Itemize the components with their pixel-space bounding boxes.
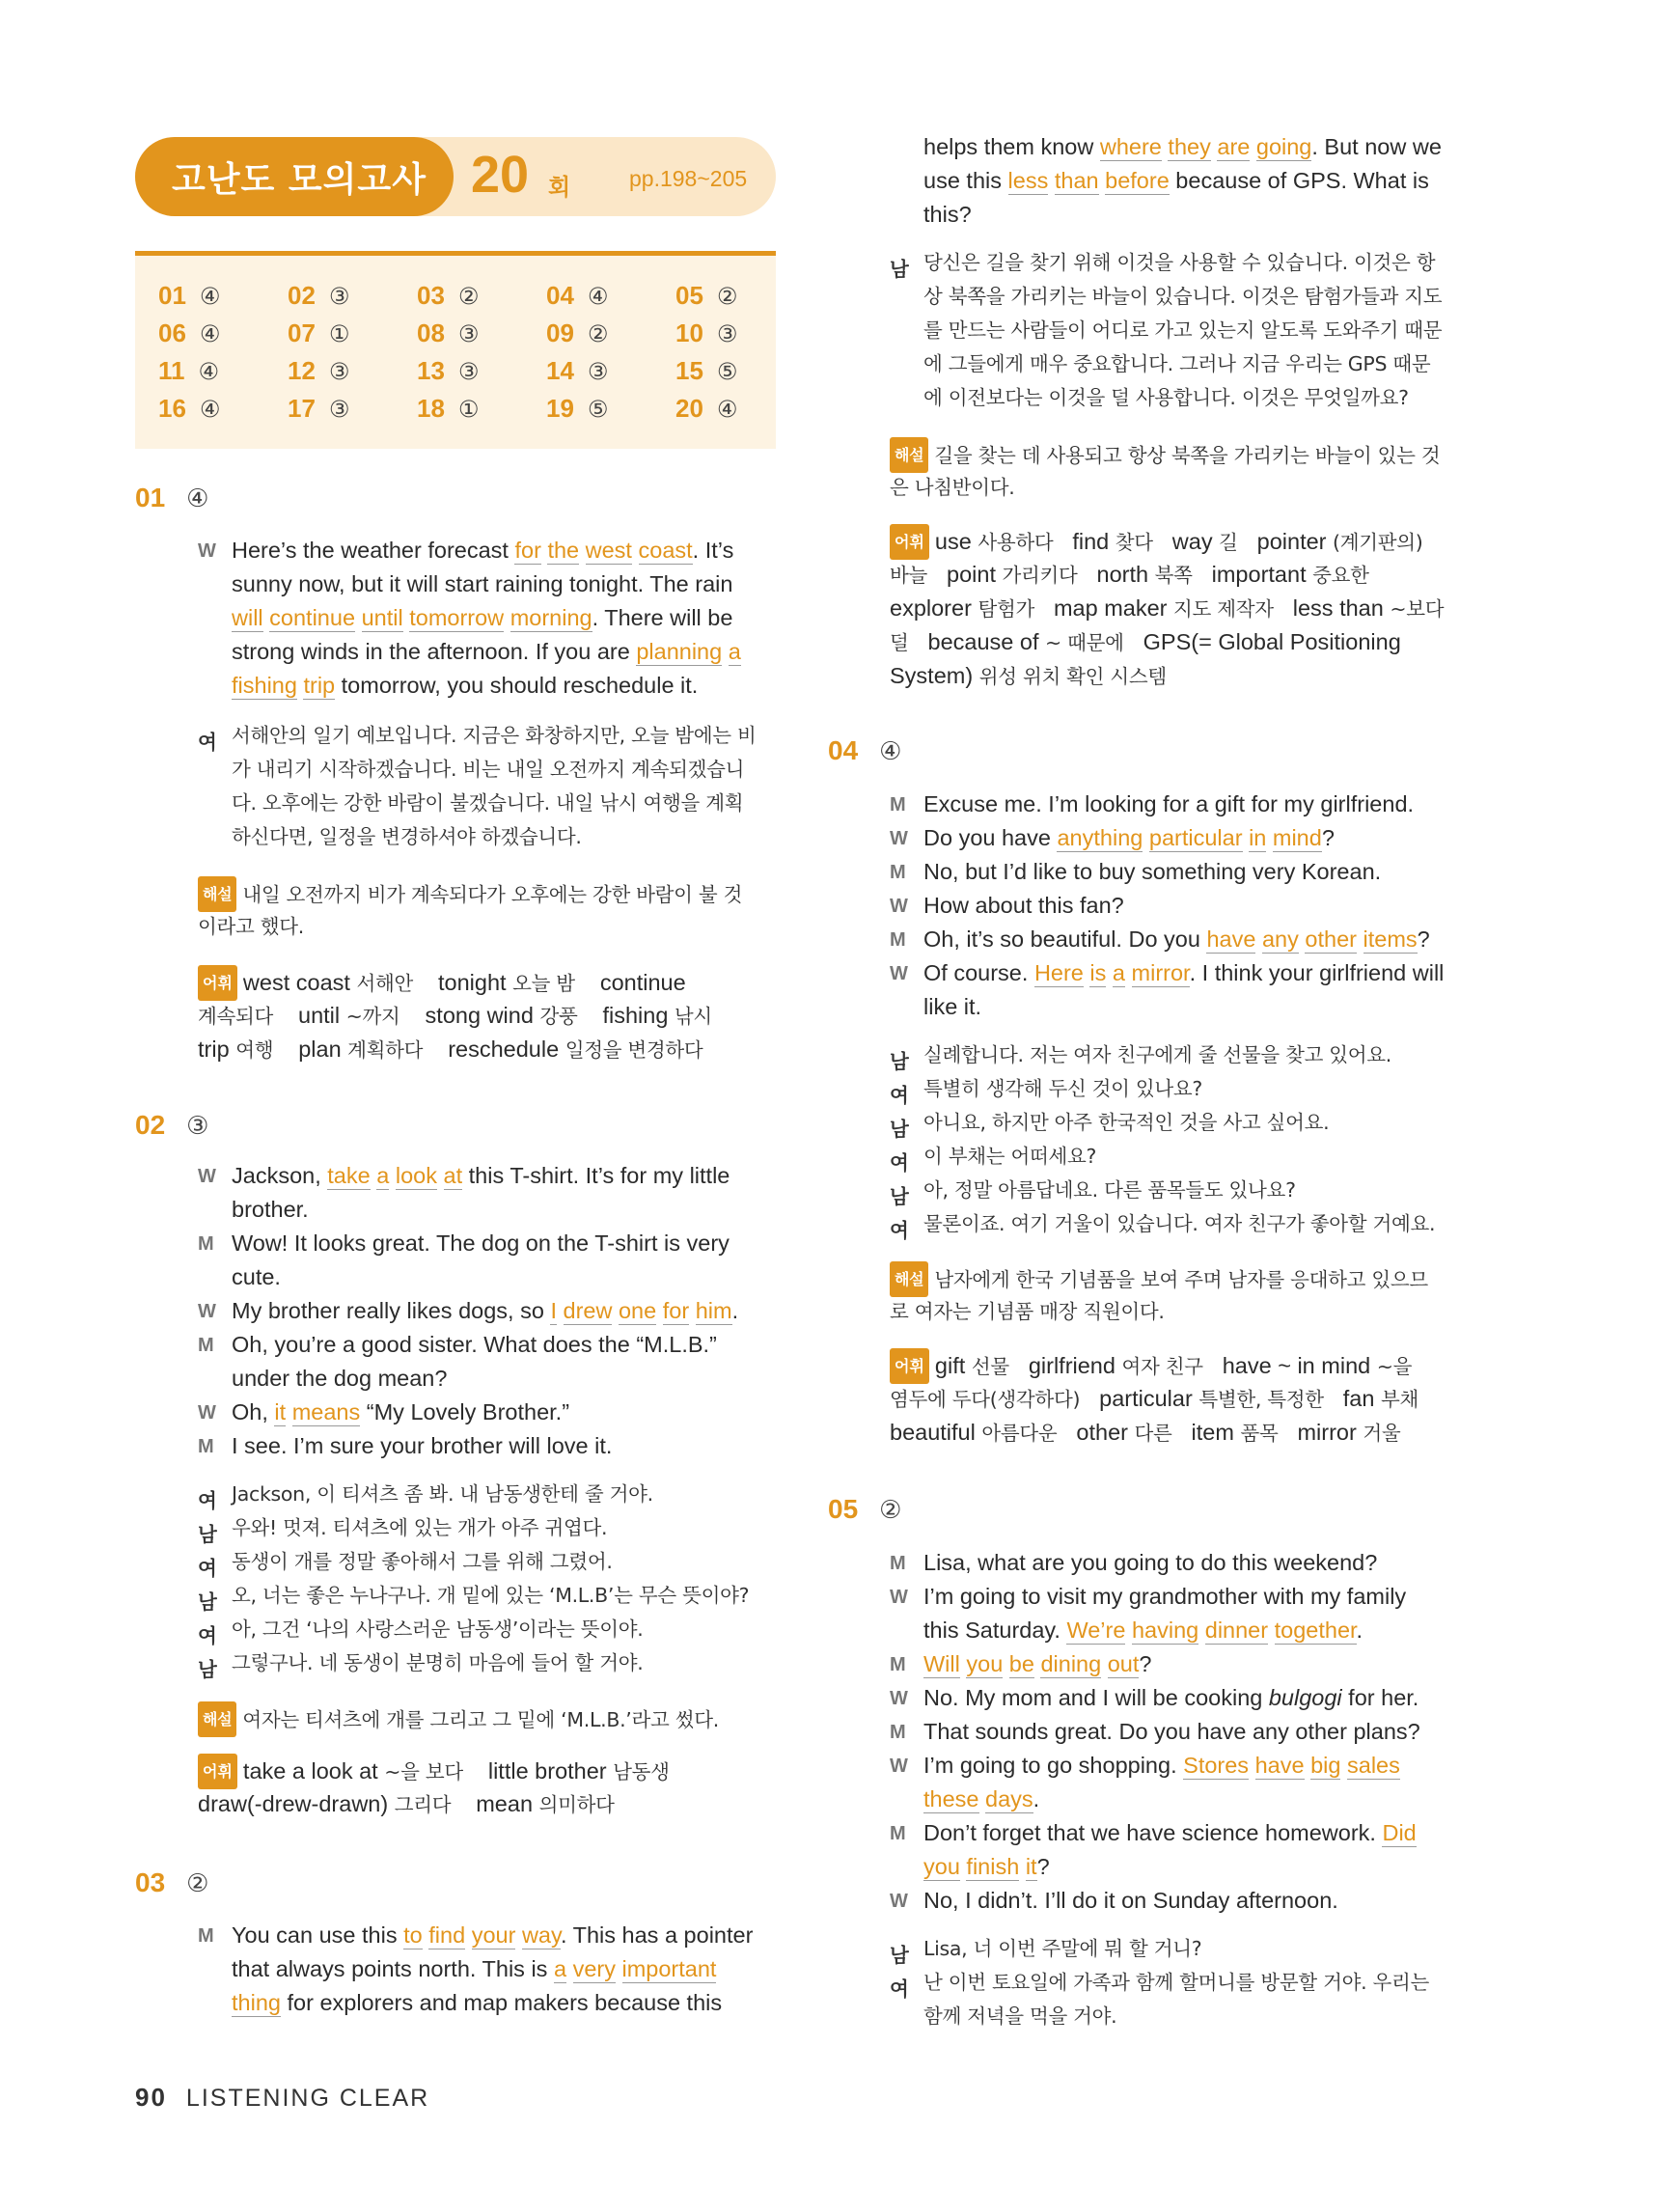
answer-key-question: 06 (158, 318, 186, 347)
script-line: You can use this to find your way. This has a pointer (232, 1922, 754, 1948)
speaker-label: M (890, 794, 906, 816)
question-03-heading (135, 1867, 208, 1898)
answer-key-item (546, 356, 675, 384)
script-line: Jackson, take a look at this T-shirt. It’s for my little (232, 1163, 730, 1188)
test-banner (135, 137, 776, 216)
test-number: 20 (471, 146, 530, 204)
answer-key-question: 11 (158, 356, 185, 385)
speaker-label: M (890, 929, 906, 951)
translation-line: 아니요, 하지만 아주 한국적인 것을 사고 싶어요. (923, 1111, 1330, 1134)
answer-key-question: 13 (417, 356, 445, 385)
translation-line: 물론이죠. 여기 거울이 있습니다. 여자 친구가 좋아할 거예요. (923, 1212, 1436, 1235)
answer-key-question: 20 (675, 394, 703, 423)
speaker-label: 여 (890, 1151, 909, 1175)
speaker-label: 남 (890, 258, 909, 281)
explanation-line: 은 나침반이다. (890, 476, 1015, 499)
translation-line: 서해안의 일기 예보입니다. 지금은 화창하지만, 오늘 밤에는 비 (232, 724, 757, 747)
speaker-label: W (890, 896, 908, 917)
speaker-label: 여 (890, 1084, 909, 1107)
translation-line: 오, 너는 좋은 누나구나. 개 밑에 있는 ‘M.L.B’는 무슨 뜻이야? (232, 1584, 750, 1607)
speaker-label: 남 (198, 1590, 217, 1614)
answer-key-choice: ④ (199, 320, 221, 347)
answer-key-choice: ③ (457, 320, 480, 347)
answer-key-choice: ① (328, 320, 350, 347)
translation-line: 당신은 길을 찾기 위해 이것을 사용할 수 있습니다. 이것은 항 (923, 251, 1436, 274)
answer-mark: ② (879, 1496, 902, 1525)
vocab-line: draw(-drew-drawn) 그리다 mean 의미하다 (198, 1791, 615, 1816)
speaker-label: 남 (198, 1523, 217, 1546)
script-line: My brother really likes dogs, so I drew one for him. (232, 1298, 739, 1323)
translation-line: 난 이번 토요일에 가족과 함께 할머니를 방문할 거야. 우리는 (923, 1971, 1430, 1994)
answer-key-item (675, 356, 805, 384)
speaker-label: 여 (198, 1489, 217, 1512)
speaker-label: W (890, 1891, 908, 1912)
explanation-line: 해설 내일 오전까지 비가 계속되다가 오후에는 강한 바람이 불 것 (198, 876, 742, 912)
answer-key-item (288, 394, 417, 422)
banner-title: 고난도 모의고사 (172, 160, 427, 200)
script-line: Oh, it means “My Lovely Brother.” (232, 1399, 570, 1424)
question-number: 02 (135, 1110, 166, 1140)
answer-key-question: 16 (158, 394, 186, 423)
translation-line: 다. 오후에는 강한 바람이 불겠습니다. 내일 낚시 여행을 계획 (232, 791, 744, 815)
speaker-label: 여 (890, 1977, 909, 2001)
translation-line: 동생이 개를 정말 좋아해서 그를 위해 그렸어. (232, 1550, 613, 1573)
script-line: Here’s the weather forecast for the west coast. It’s (232, 538, 734, 563)
speaker-label: 여 (198, 1624, 217, 1647)
answer-key-question: 10 (675, 318, 703, 347)
translation-line: 우와! 멋져. 티셔츠에 있는 개가 아주 귀엽다. (232, 1516, 608, 1539)
answer-key-question: 17 (288, 394, 316, 423)
speaker-label: 남 (890, 1185, 909, 1208)
translation-line: 를 만드는 사람들이 어디로 가고 있는지 알도록 도와주기 때문 (923, 318, 1443, 342)
answer-key-question: 07 (288, 318, 316, 347)
script-line: this Saturday. We’re having dinner together. (923, 1618, 1363, 1643)
test-number-suffix: 회 (548, 174, 571, 201)
answer-key-item (417, 318, 546, 346)
script-line: this? (923, 202, 972, 227)
speaker-label: W (890, 828, 908, 849)
book-title: LISTENING CLEAR (185, 2085, 430, 2112)
question-04-heading (828, 735, 901, 766)
script-line: Of course. Here is a mirror. I think your girlfriend will (923, 960, 1445, 985)
explanation-tag: 해설 (890, 437, 928, 473)
explanation-line: 해설 여자는 티셔츠에 개를 그리고 그 밑에 ‘M.L.B.’라고 썼다. (198, 1701, 719, 1737)
answer-key-item (546, 281, 675, 309)
answer-key-choice: ② (587, 320, 609, 347)
answer-key-choice: ④ (587, 283, 609, 310)
answer-key-item (158, 318, 288, 346)
banner-title-pill (135, 137, 454, 216)
translation-line: 특별히 생각해 두신 것이 있나요? (923, 1077, 1202, 1100)
answer-mark: ④ (879, 737, 902, 766)
translation-line: 가 내리기 시작하겠습니다. 비는 내일 오전까지 계속되겠습니 (232, 758, 745, 781)
vocab-line: 바늘 point 가리키다 north 북쪽 important 중요한 (890, 562, 1369, 587)
translation-line: 에 이전보다는 이것을 덜 사용합니다. 이것은 무엇일까요? (923, 386, 1409, 409)
answer-key-choice: ② (716, 283, 738, 310)
answer-key-choice: ① (457, 396, 480, 423)
answer-key-choice: ⑤ (587, 396, 609, 423)
vocab-tag: 어휘 (198, 965, 237, 1001)
speaker-label: 남 (198, 1658, 217, 1681)
answer-key-item (288, 281, 417, 309)
script-line: under the dog mean? (232, 1366, 448, 1391)
answer-key-item (675, 318, 805, 346)
script-line: sunny now, but it will start raining tonight. The rain (232, 571, 733, 596)
answer-key-choice: ③ (328, 283, 350, 310)
script-line: fishing trip tomorrow, you should reschedule it. (232, 673, 699, 698)
answer-key-item (158, 281, 288, 309)
script-line: Will you be dining out? (923, 1651, 1152, 1676)
script-line: that always points north. This is a very important (232, 1956, 717, 1981)
speaker-label: W (890, 963, 908, 984)
translation-line: 상 북쪽을 가리키는 바늘이 있습니다. 이것은 탐험가들과 지도 (923, 285, 1443, 308)
question-number: 01 (135, 483, 166, 512)
script-line: No, but I’d like to buy something very Korean. (923, 859, 1382, 884)
script-line: No, I didn’t. I’ll do it on Sunday afternoon. (923, 1888, 1338, 1913)
translation-line: 아, 정말 아름답네요. 다른 품목들도 있나요? (923, 1178, 1296, 1202)
script-line: these days. (923, 1786, 1040, 1811)
answer-key-item (546, 318, 675, 346)
speaker-label: 남 (890, 1944, 909, 1967)
answer-mark: ④ (186, 484, 209, 513)
script-line: Lisa, what are you going to do this weekend? (923, 1550, 1378, 1575)
vocab-line: 어휘 use 사용하다 find 찾다 way 길 pointer (계기판의) (890, 524, 1422, 560)
answer-key-choice: ③ (587, 358, 609, 385)
vocab-line: explorer 탐험가 map maker 지도 제작자 less than ~보다 (890, 595, 1445, 621)
answer-key-choice: ③ (328, 358, 350, 385)
answer-key-question: 19 (546, 394, 574, 423)
script-line: brother. (232, 1197, 309, 1222)
answer-key-box (135, 251, 776, 449)
speaker-label: W (890, 1587, 908, 1608)
translation-line: 함께 저녁을 먹을 거야. (923, 2005, 1117, 2028)
script-line: cute. (232, 1264, 281, 1289)
explanation-line: 해설 길을 찾는 데 사용되고 항상 북쪽을 가리키는 바늘이 있는 것 (890, 437, 1440, 473)
explanation-line: 해설 남자에게 한국 기념품을 보여 주며 남자를 응대하고 있으므 (890, 1261, 1428, 1297)
answer-key-question: 08 (417, 318, 445, 347)
question-05-heading (828, 1494, 901, 1525)
vocab-line: 어휘 take a look at ~을 보다 little brother 남동생 (198, 1754, 670, 1789)
question-number: 05 (828, 1494, 859, 1524)
answer-key-item (417, 394, 546, 422)
speaker-label: W (890, 1756, 908, 1777)
speaker-label: M (890, 1722, 906, 1743)
answer-mark: ② (186, 1869, 209, 1898)
translation-line: 에 그들에게 매우 중요합니다. 그러나 지금 우리는 GPS 때문 (923, 352, 1431, 375)
answer-key-question: 09 (546, 318, 574, 347)
answer-key-choice: ⑤ (716, 358, 738, 385)
page-number: 90 (135, 2083, 167, 2112)
vocab-line: 계속되다 until ~까지 stong wind 강풍 fishing 낚시 (198, 1003, 712, 1028)
answer-key-item (288, 356, 417, 384)
answer-key-choice: ③ (328, 396, 350, 423)
speaker-label: 남 (890, 1118, 909, 1141)
speaker-label: W (198, 540, 216, 562)
question-number: 03 (135, 1867, 166, 1897)
explanation-tag: 해설 (198, 1701, 236, 1737)
speaker-label: M (198, 1233, 214, 1255)
script-line: No. My mom and I will be cooking bulgogi for her. (923, 1685, 1419, 1710)
answer-key-item (417, 356, 546, 384)
script-line: Excuse me. I’m looking for a gift for my girlfriend. (923, 791, 1415, 816)
translation-line: 하신다면, 일정을 변경하셔야 하겠습니다. (232, 825, 582, 848)
answer-key-item (288, 318, 417, 346)
answer-key-question: 14 (546, 356, 574, 385)
script-line: Oh, it’s so beautiful. Do you have any other items? (923, 926, 1430, 952)
vocab-line: 어휘 gift 선물 girlfriend 여자 친구 have ~ in mind ~을 (890, 1348, 1412, 1384)
answer-key-item (158, 356, 288, 384)
answer-key-choice: ④ (716, 396, 738, 423)
script-line: you finish it? (923, 1854, 1050, 1879)
answer-key-item (417, 281, 546, 309)
vocab-line: 염두에 두다(생각하다) particular 특별한, 특정한 fan 부채 (890, 1386, 1418, 1411)
speaker-label: M (198, 1436, 214, 1457)
answer-key-question: 02 (288, 281, 316, 310)
question-01-heading (135, 483, 208, 513)
speaker-label: M (198, 1925, 214, 1947)
script-line: That sounds great. Do you have any other plans? (923, 1719, 1420, 1744)
speaker-label: 여 (198, 1557, 217, 1580)
explanation-tag: 해설 (890, 1261, 928, 1297)
speaker-label: M (198, 1335, 214, 1356)
speaker-label: 여 (198, 731, 217, 754)
script-line: Wow! It looks great. The dog on the T-shirt is very (232, 1230, 730, 1256)
vocab-line: System) 위성 위치 확인 시스템 (890, 663, 1167, 688)
translation-line: 실례합니다. 저는 여자 친구에게 줄 선물을 찾고 있어요. (923, 1043, 1392, 1066)
script-line: will continue until tomorrow morning. There will be (232, 605, 733, 630)
answer-key-question: 01 (158, 281, 186, 310)
answer-key-choice: ④ (199, 396, 221, 423)
speaker-label: W (198, 1402, 216, 1424)
speaker-label: M (890, 862, 906, 883)
answer-key-choice: ③ (716, 320, 738, 347)
translation-line: Lisa, 너 이번 주말에 뭐 할 거니? (923, 1937, 1202, 1960)
explanation-line: 이라고 했다. (198, 915, 304, 938)
explanation-tag: 해설 (198, 876, 236, 912)
script-line: thing for explorers and map makers because this (232, 1990, 723, 2015)
translation-line: 이 부채는 어떠세요? (923, 1145, 1097, 1168)
explanation-line: 로 여자는 기념품 매장 직원이다. (890, 1300, 1165, 1323)
script-line: Don’t forget that we have science homework. Did (923, 1820, 1417, 1845)
script-line: use this less than before because of GPS. What is (923, 168, 1429, 193)
speaker-label: M (890, 1823, 906, 1844)
speaker-label: W (198, 1166, 216, 1187)
answer-key-grid (158, 281, 805, 422)
vocab-line: beautiful 아름다운 other 다른 item 품목 mirror 거울 (890, 1420, 1401, 1445)
script-line: Oh, you’re a good sister. What does the “M.L.B.” (232, 1332, 717, 1357)
answer-key-item (158, 394, 288, 422)
answer-key-choice: ④ (198, 358, 220, 385)
page-footer (135, 2083, 429, 2113)
answer-key-item (675, 281, 805, 309)
answer-key-item (675, 394, 805, 422)
answer-mark: ③ (186, 1112, 209, 1141)
vocab-line: 어휘 west coast 서해안 tonight 오늘 밤 continue (198, 965, 686, 1001)
script-line: like it. (923, 994, 982, 1019)
vocab-line: 덜 because of ~ 때문에 GPS(= Global Positioning (890, 629, 1401, 654)
answer-key-question: 15 (675, 356, 703, 385)
answer-key-question: 05 (675, 281, 703, 310)
answer-key-question: 12 (288, 356, 316, 385)
answer-key-question: 03 (417, 281, 445, 310)
script-line: I’m going to visit my grandmother with my family (923, 1584, 1407, 1609)
vocab-tag: 어휘 (890, 524, 929, 560)
translation-line: 아, 그건 ‘나의 사랑스러운 남동생’이라는 뜻이야. (232, 1618, 644, 1641)
script-line: I see. I’m sure your brother will love it. (232, 1433, 613, 1458)
answer-key-question: 18 (417, 394, 445, 423)
speaker-label: M (890, 1654, 906, 1675)
script-line: Do you have anything particular in mind? (923, 825, 1335, 850)
translation-line: Jackson, 이 티셔츠 좀 봐. 내 남동생한테 줄 거야. (232, 1482, 653, 1506)
question-number: 04 (828, 735, 859, 765)
answer-key-choice: ④ (199, 283, 221, 310)
page-range: pp.198~205 (629, 166, 748, 191)
script-line: helps them know where they are going. But now we (923, 134, 1442, 159)
answer-key-choice: ③ (457, 358, 480, 385)
speaker-label: W (890, 1688, 908, 1709)
speaker-label: M (890, 1553, 906, 1574)
script-line: strong winds in the afternoon. If you are planning a (232, 639, 741, 664)
speaker-label: 남 (890, 1050, 909, 1073)
answer-key-choice: ② (457, 283, 480, 310)
speaker-label: 여 (890, 1219, 909, 1242)
script-line: I’m going to go shopping. Stores have big sales (923, 1753, 1400, 1778)
translation-line: 그렇구나. 네 동생이 분명히 마음에 들어 할 거야. (232, 1651, 644, 1674)
vocab-tag: 어휘 (198, 1754, 237, 1789)
question-02-heading (135, 1110, 208, 1141)
vocab-line: trip 여행 plan 계획하다 reschedule 일정을 변경하다 (198, 1037, 703, 1062)
answer-key-item (546, 394, 675, 422)
answer-key-question: 04 (546, 281, 574, 310)
speaker-label: W (198, 1301, 216, 1322)
script-line: How about this fan? (923, 893, 1124, 918)
vocab-tag: 어휘 (890, 1348, 929, 1384)
